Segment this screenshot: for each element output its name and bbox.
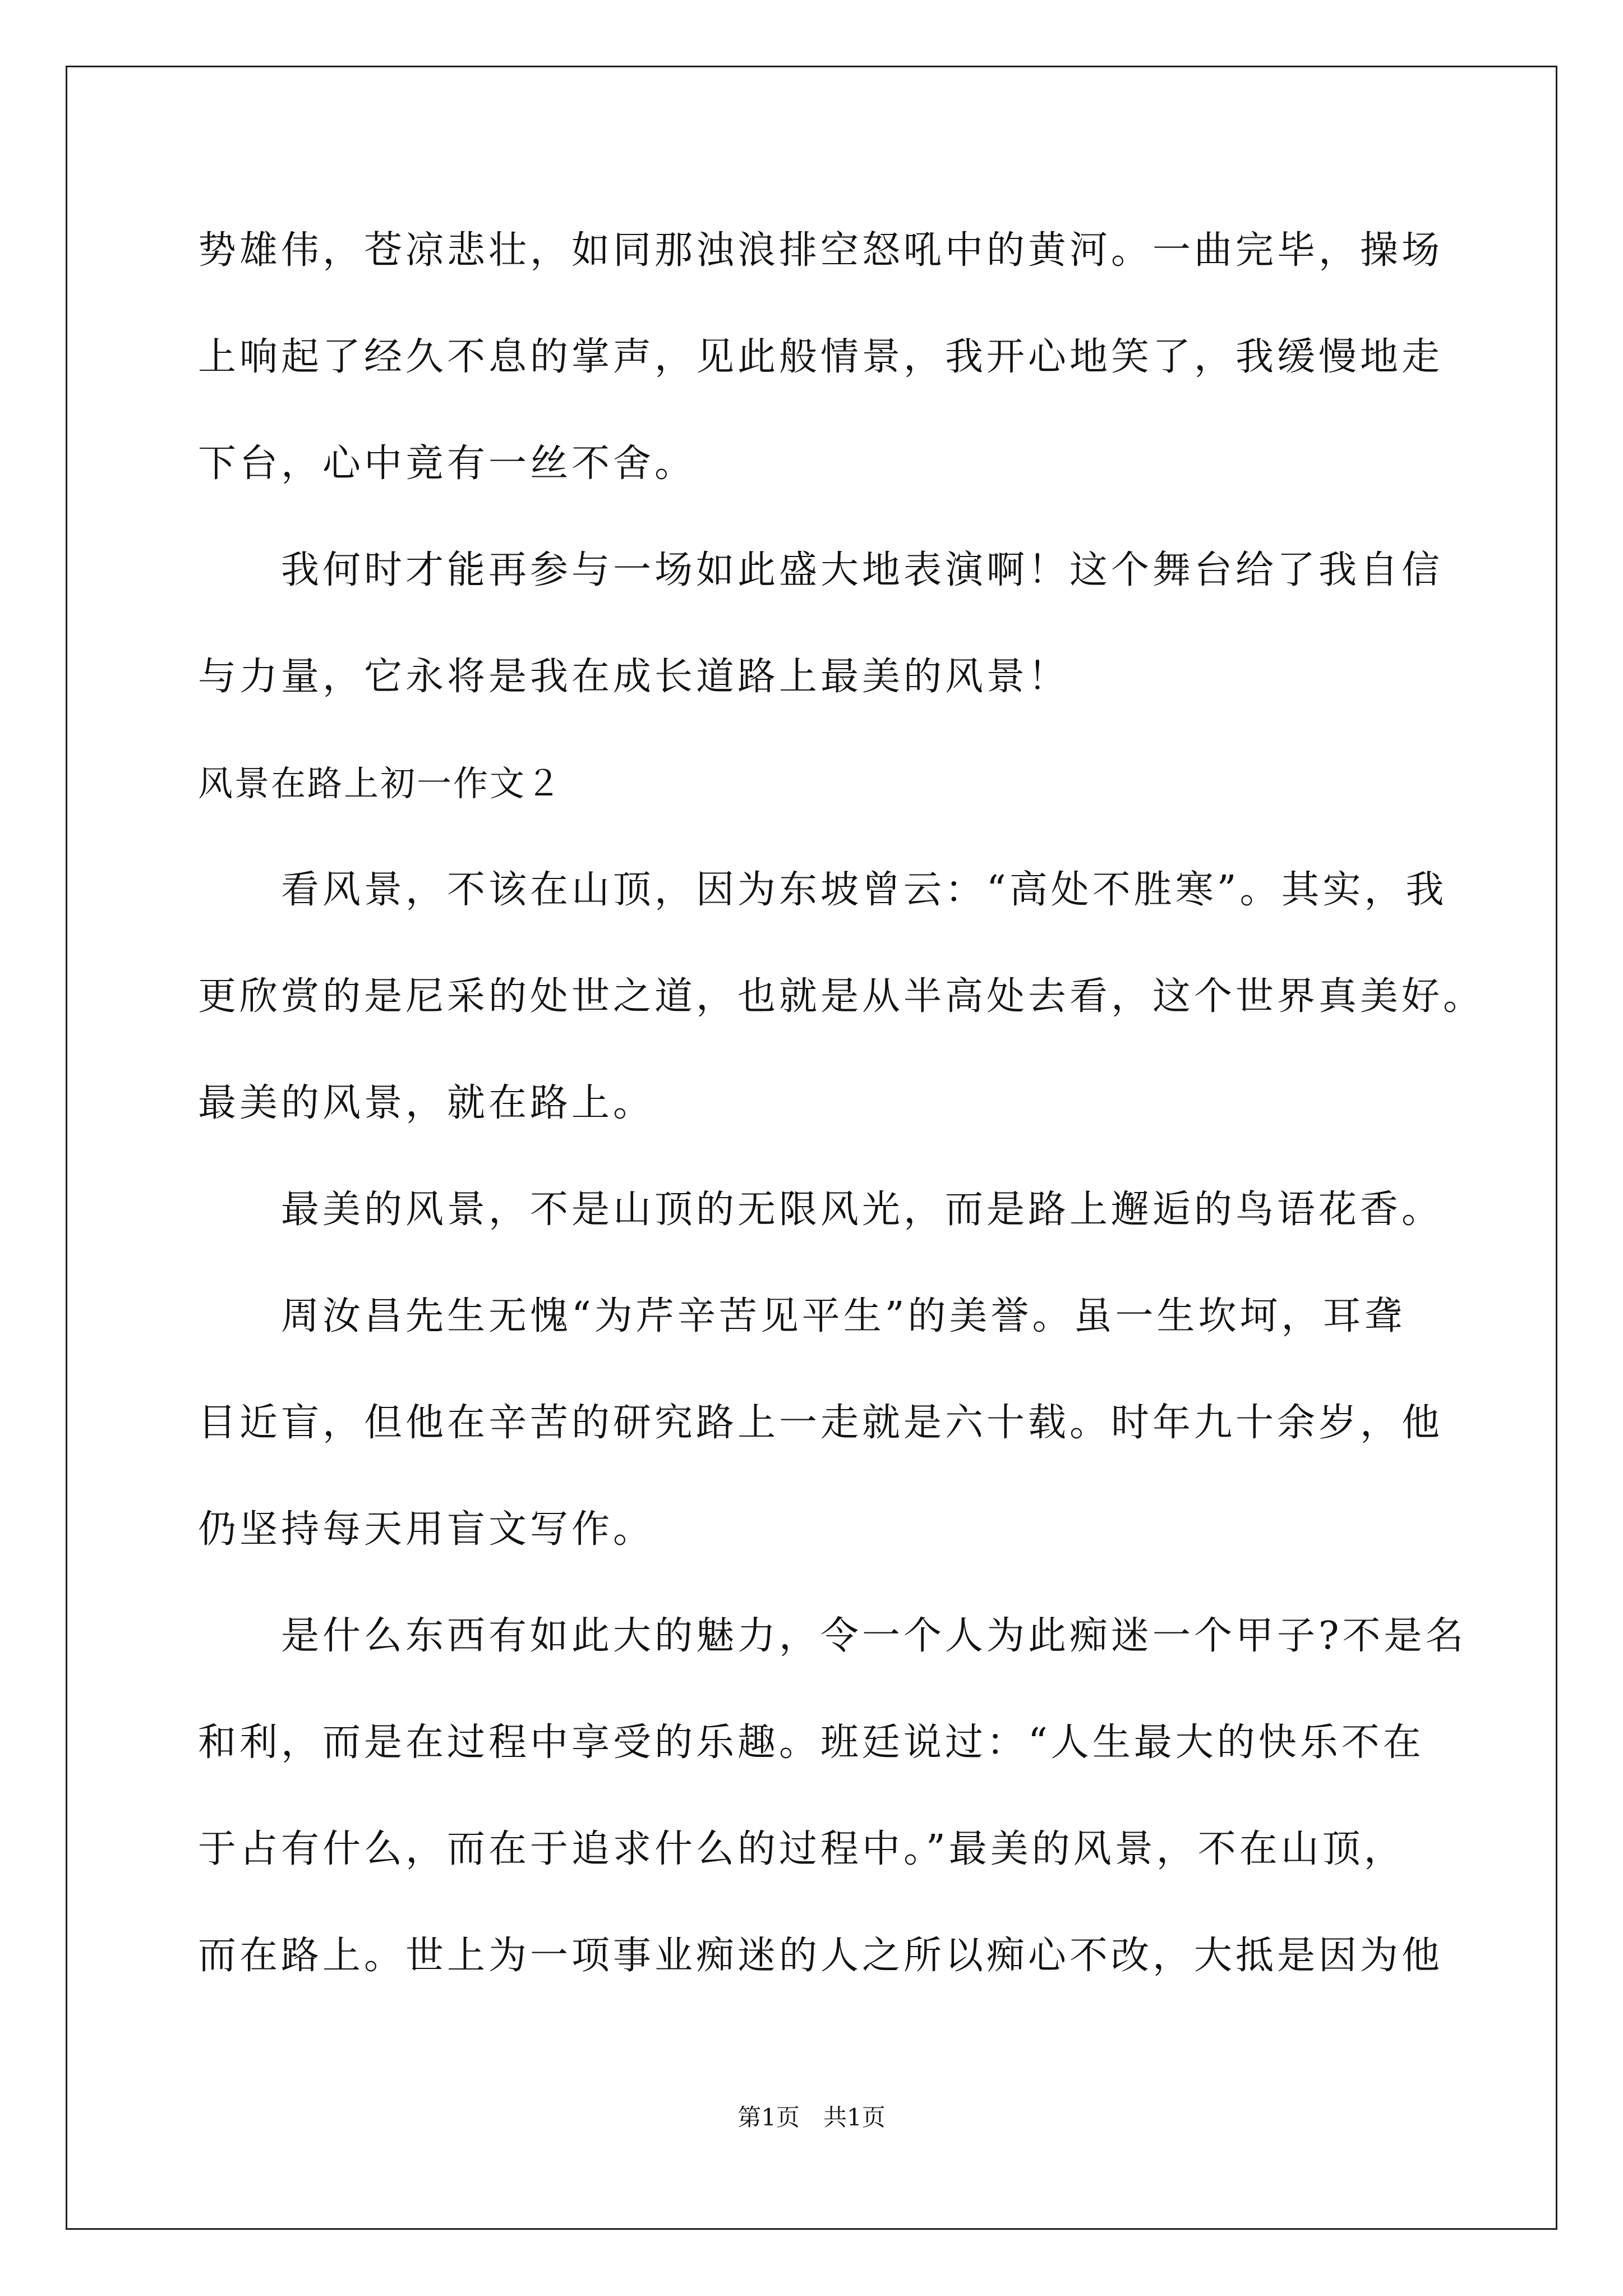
text-line: 于占有什么，而在于追求什么的过程中。”最美的风景，不在山顶， [198,1827,1405,1871]
paragraph-first-line: 是什么东西有如此大的魅力，令一个人为此痴迷一个甲子?不是名 [281,1614,1467,1658]
text-line: 最美的风景，就在路上。 [198,1081,655,1125]
text-line: 而在路上。世上为一项事业痴迷的人之所以痴心不改，大抵是因为他 [198,1934,1444,1978]
paragraph-first-line: 周汝昌先生无愧“为芹辛苦见平生”的美誉。虽一生坎坷，耳聋 [281,1294,1406,1338]
paragraph-first-line: 最美的风景，不是山顶的无限风光，而是路上邂逅的鸟语花香。 [281,1188,1444,1232]
text-line: 仍坚持每天用盲文写作。 [198,1507,655,1552]
paragraph-first-line: 我何时才能再参与一场如此盛大地表演啊！这个舞台给了我自信 [281,548,1444,592]
page-number-footer: 第1页 共1页 [737,2104,886,2131]
text-line: 势雄伟，苍凉悲壮，如同那浊浪排空怒吼中的黄河。一曲完毕，操场 [198,228,1444,273]
text-line: 与力量，它永将是我在成长道路上最美的风景！ [198,655,1070,699]
text-line: 上响起了经久不息的掌声，见此般情景，我开心地笑了，我缓慢地走 [198,335,1444,379]
paragraph-first-line: 看风景，不该在山顶，因为东坡曾云：“高处不胜寒”。其实，我 [281,868,1447,912]
text-line: 和利，而是在过程中享受的乐趣。班廷说过：“人生最大的快乐不在 [198,1720,1424,1765]
text-line: 目近盲，但他在辛苦的研究路上一走就是六十载。时年九十余岁，他 [198,1401,1444,1445]
text-line: 下台，心中竟有一丝不舍。 [198,441,697,486]
text-line: 更欣赏的是尼采的处世之道，也就是从半高处去看，这个世界真美好。 [198,974,1485,1019]
page-border [66,66,1557,2230]
section-heading: 风景在路上初一作文２ [198,763,563,804]
